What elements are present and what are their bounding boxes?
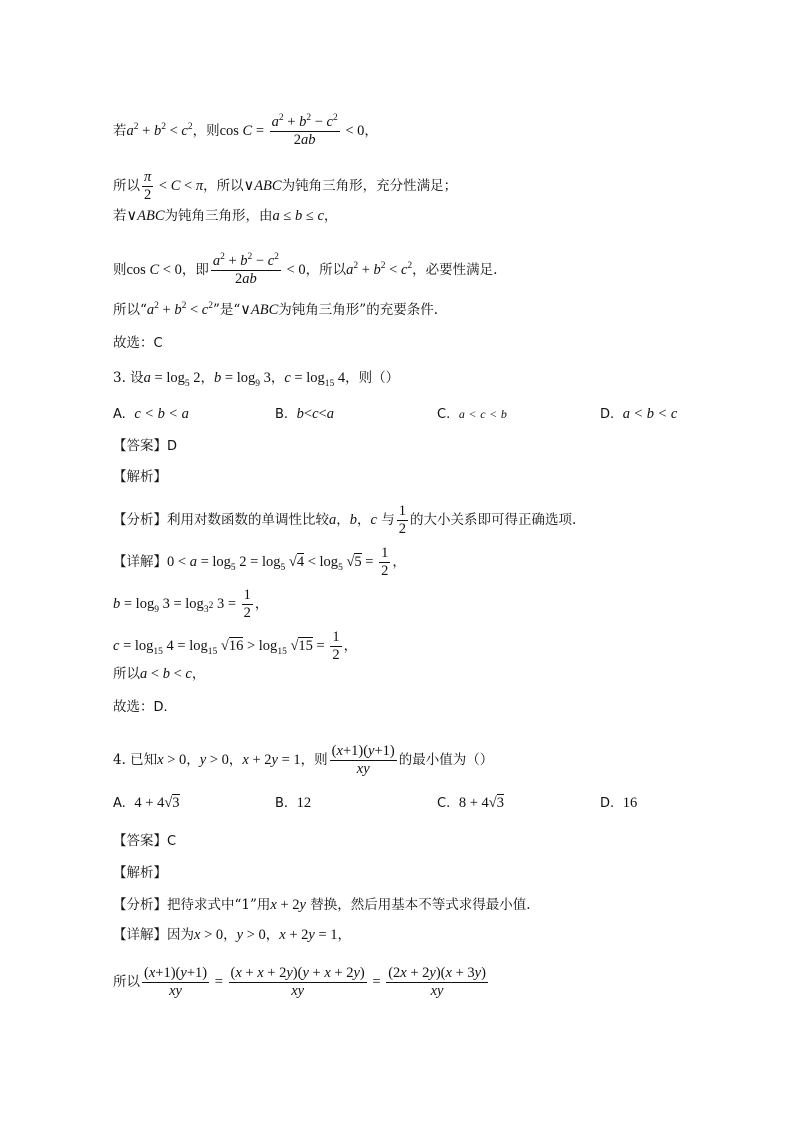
xiangjie-4-line-2: 所以 $\frac{(x+1)(y+1)}{xy}$ = $\frac{(x + x + 2y)(y + x + 2y)}{xy}$ = $\frac{(2x + 2y)(x + 3y)}{xy}$: [113, 965, 486, 999]
xiangjie-3-line-1: 【详解】$0 < a = \log_5 2 = \log_5 √4 < \log_5 √5$ = $\frac{1}{2}$ ，: [113, 545, 406, 579]
conclusion-3: 所以a < b < c，: [113, 666, 206, 682]
q4-option-c: C. 8 + 4√3: [437, 795, 504, 811]
fenxi-3: 【分析】利用对数函数的单调性比较a，b，c 与 $\frac{1}{2}$ 的大小关系即可得正确选项.: [113, 503, 577, 537]
answer-line-2: 故选：C: [113, 335, 163, 351]
q4-option-b: B. 12: [275, 795, 312, 811]
q3-option-d: D. a < b < c: [600, 406, 678, 422]
q3-option-c: C. a < c < b: [437, 407, 507, 422]
xiangjie-3-line-2: $b = \log_9 3 = \log_{3^2} 3$ = $\frac{1}{2}$ ，: [113, 587, 269, 621]
jiexi-3: 【解析】: [113, 469, 167, 485]
question-3: 3. 设$a = \log_5 2$，$b = \log_9 3$，$c = \log_{15} 4$，则（）: [113, 370, 400, 389]
xiangjie-3-line-3: $c = \log_{15} 4 = \log_{15} √16 > \log_{15} √15$ = $\frac{1}{2}$ ，: [113, 629, 358, 663]
q3-option-a: A. c < b < a: [113, 406, 189, 422]
jiexi-4: 【解析】: [113, 865, 167, 881]
q4-option-d: D. 16: [600, 795, 638, 811]
cos-fraction: $\frac{a^2 + b^2 - c^2}{2ab}$: [271, 113, 338, 148]
line-3: 若∨ABC为钝角三角形，由a ≤ b ≤ c，: [113, 208, 338, 224]
choose-3: 故选：D.: [113, 699, 168, 715]
line-5: 所以“$a^2 + b^2 < c^2$”是“∨ABC为钝角三角形”的充要条件.: [113, 301, 438, 318]
q4-option-a: A. 4 + 4√3: [113, 795, 180, 811]
answer-4: 【答案】C: [113, 833, 177, 849]
line-4: 则cos C < 0，即 $\frac{a^2 + b^2 - c^2}{2ab}$ < 0，所以$a^2 + b^2 < c^2$，必要性满足.: [113, 252, 498, 287]
answer-3: 【答案】D: [113, 438, 178, 454]
question-4: 4. 已知x > 0，y > 0，x + 2y = 1，则 $\frac{(x+1)(y+1)}{xy}$ 的最小值为（）: [113, 743, 494, 777]
line-1: 若$a^2 + b^2 < c^2$，则cos C = $\frac{a^2 + b^2 - c^2}{2ab}$ < 0，: [113, 113, 378, 148]
xiangjie-4: 【详解】因为x > 0，y > 0，x + 2y = 1，: [113, 927, 351, 943]
fenxi-4: 【分析】把待求式中“1”用x + 2y 替换，然后用基本不等式求得最小值.: [113, 897, 531, 913]
line-2: 所以 $\frac{\pi}{2}$ < C < π，所以∨ABC为钝角三角形，充分性满足；: [113, 169, 458, 203]
q3-option-b: B. b<c<a: [275, 406, 334, 422]
